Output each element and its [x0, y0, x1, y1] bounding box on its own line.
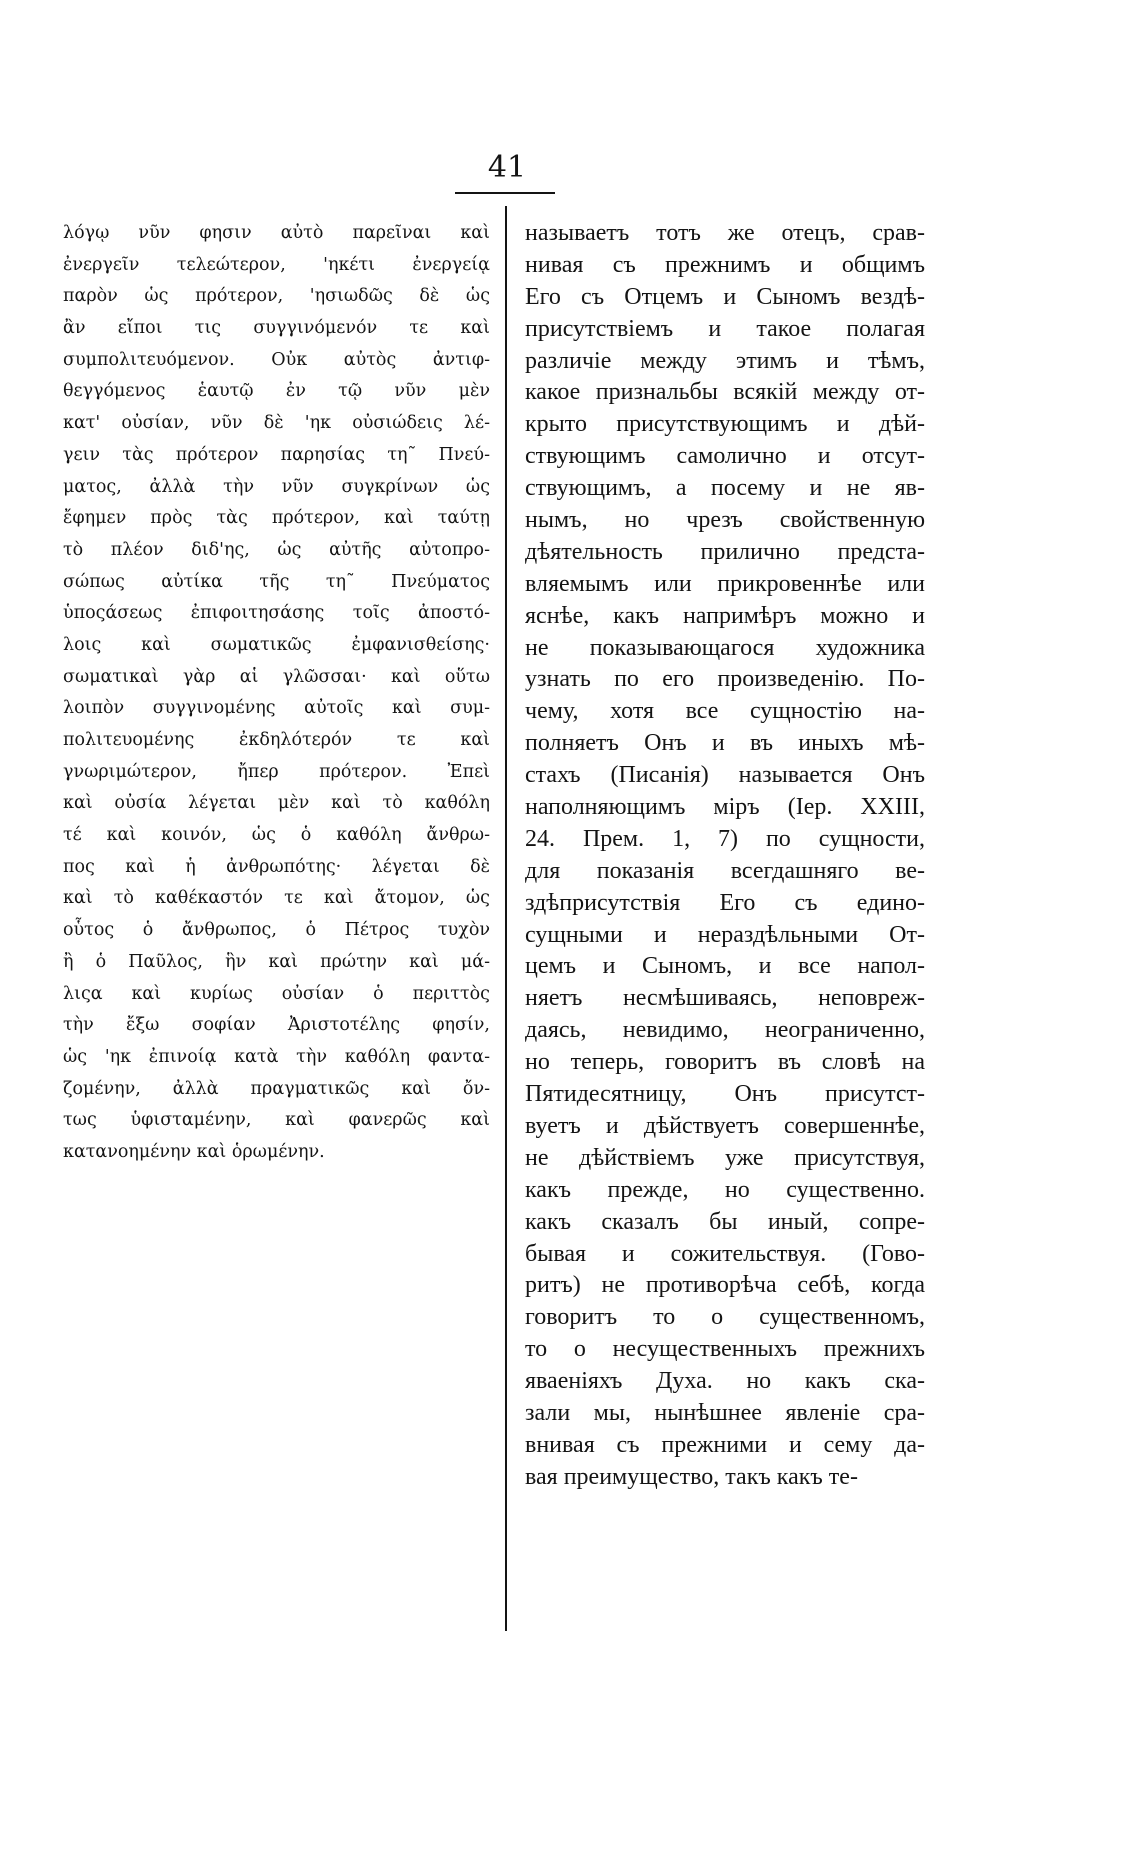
text-line: ствующимъ самолично и отсут- — [525, 443, 925, 470]
text-line: говоритъ то о существенномъ, — [525, 1304, 925, 1331]
right-column-russian-text — [525, 218, 925, 1494]
text-line: ἢ ὁ Παῦλος, ἣν καὶ πρώτην καὶ μά- — [63, 951, 490, 972]
text-line: τως ὑφισταμένην, καὶ φανερῶς καὶ — [63, 1110, 490, 1131]
text-line: какое признальбы всякій между от- — [525, 379, 925, 406]
text-line: для показанія всегдашняго ве- — [525, 857, 925, 884]
text-line: τὸ πλέον διδ'ης, ὡς αὐτῆς αὐτοπρο- — [63, 539, 490, 560]
text-line: σωματικαὶ γὰρ αἱ γλῶσσαι· καὶ οὕτω — [63, 666, 490, 687]
text-line: вуетъ и дѣйствуетъ совершеннѣе, — [525, 1112, 925, 1139]
text-line: γνωριμώτερον, ἤπερ πρότερον. Ἐπεὶ — [63, 761, 490, 782]
text-line: ствующимъ, а посему и не яв- — [525, 475, 925, 502]
text-line: σώπως αὐτίκα τῆς τη῀ Πνεύματος — [63, 571, 490, 592]
text-line: даясь, невидимо, неограниченно, — [525, 1017, 925, 1044]
text-line: нивая съ прежнимъ и общимъ — [525, 251, 925, 278]
text-line: θεγγόμενος ἑαυτῷ ἐν τῷ νῦν μὲν — [63, 381, 490, 402]
text-line: τέ καὶ κοινόν, ὡς ὁ καθόλη ἄνθρω- — [63, 825, 490, 846]
text-line: ἂν εἴποι τις συγγινόμενόν τε καὶ — [63, 318, 490, 339]
page-number-rule — [455, 192, 555, 194]
text-line: зали мы, нынѣшнее явленіе сра- — [525, 1399, 925, 1426]
text-line: γειν τὰς πρότερον παρησίας τη῀ Πνεύ- — [63, 444, 490, 465]
text-line: Пятидесятницу, Онъ присутст- — [525, 1081, 925, 1108]
text-line: κατ' οὐσίαν, νῦν δὲ 'ηκ οὐσιώδεις λέ- — [63, 413, 490, 434]
text-line: ματος, ἀλλὰ τὴν νῦν συγκρίνων ὡς — [63, 476, 490, 497]
text-line: ζομένην, ἀλλὰ πραγματικῶς καὶ ὄν- — [63, 1078, 490, 1099]
text-line: бывая и сожительствуя. (Гово- — [525, 1240, 925, 1267]
text-line: присутствіемъ и такое полагая — [525, 315, 925, 342]
column-divider — [505, 206, 507, 1631]
text-line: πολιτευομένης ἐκδηλότερόν τε καὶ — [63, 730, 490, 750]
text-line: παρὸν ὡς πρότερον, 'ησιωδῶς δὲ ὡς — [63, 286, 490, 307]
text-line: наполняющимъ міръ (Іер. XXIII, — [525, 794, 925, 821]
text-line: καὶ τὸ καθέκαστόν τε καὶ ἄτομον, ὡς — [63, 888, 490, 909]
text-line: различіе между этимъ и тѣмъ, — [525, 347, 925, 374]
text-line: узнать по его произведенію. По- — [525, 666, 925, 693]
text-line: συμπολιτευόμενον. Οὐκ αὐτὸς ἀντιφ- — [63, 349, 490, 370]
text-line: ὑποςάσεως ἐπιφοιτησάσης τοῖς ἀποστό- — [63, 603, 490, 624]
text-line: полняетъ Онъ и въ иныхъ мѣ- — [525, 730, 925, 757]
text-line: то о несущественныхъ прежнихъ — [525, 1336, 925, 1363]
text-line: какъ сказалъ бы иный, сопре- — [525, 1208, 925, 1235]
text-line: яснѣе, какъ напримѣръ можно и — [525, 602, 925, 629]
text-line: яваеніяхъ Духа. но какъ ска- — [525, 1368, 925, 1395]
text-line: няетъ несмѣшиваясь, неповреж- — [525, 985, 925, 1012]
text-line: τὴν ἔξω σοφίαν Ἀριστοτέλης φησίν, — [63, 1015, 490, 1036]
page-number: 41 — [487, 150, 527, 185]
text-line: ритъ) не противорѣча себѣ, когда — [525, 1272, 925, 1299]
text-line: нымъ, но чрезъ свойственную — [525, 507, 925, 534]
text-line: λοις καὶ σωματικῶς ἐμφανισθείσης· — [63, 634, 490, 655]
text-line: λιςα καὶ κυρίως οὐσίαν ὁ περιττὸς — [63, 983, 490, 1004]
text-line: цемъ и Сыномъ, и все напол- — [525, 953, 925, 980]
text-line: λόγῳ νῦν φησιν αὐτὸ παρεῖναι καὶ — [63, 223, 490, 243]
text-line: κατανοημένην καὶ ὁρωμένην. — [63, 1141, 325, 1162]
text-line: сущными и нераздѣльными От- — [525, 921, 925, 948]
text-line: называетъ тотъ же отецъ, срав- — [525, 220, 925, 246]
text-line: внивая съ прежними и сему да- — [525, 1431, 925, 1458]
text-line: 24. Прем. 1, 7) по сущности, — [525, 825, 925, 852]
text-line: вляемымъ или прикровеннѣе или — [525, 570, 925, 597]
text-line: чему, хотя все сущностію на- — [525, 698, 925, 725]
text-line: здѣприсутствія Его съ едино- — [525, 889, 925, 916]
text-line: стахъ (Писанія) называется Онъ — [525, 762, 925, 789]
text-line: какъ прежде, но существенно. — [525, 1176, 925, 1203]
text-line: вая преимущество, такъ какъ те- — [525, 1463, 858, 1490]
text-line: крыто присутствующимъ и дѣй- — [525, 411, 925, 438]
text-line: не дѣйствіемъ уже присутствуя, — [525, 1144, 925, 1171]
text-line: οὗτος ὁ ἄνθρωπος, ὁ Πέτρος τυχὸν — [63, 920, 490, 941]
text-line: ὡς 'ηκ ἐπινοίᾳ κατὰ τὴν καθόλη φαντα- — [63, 1046, 490, 1067]
text-line: но теперь, говоритъ въ словѣ на — [525, 1049, 925, 1076]
text-line: дѣятельность прилично предста- — [525, 538, 925, 565]
text-line: не показывающагося художника — [525, 634, 925, 661]
text-line: λοιπὸν συγγινομένης αὐτοῖς καὶ συμ- — [63, 698, 490, 719]
text-line: ἐνεργεῖν τελεώτερον, 'ηκέτι ἐνεργείᾳ — [63, 254, 490, 275]
text-line: πος καὶ ἡ ἀνθρωπότης· λέγεται δὲ — [63, 856, 490, 877]
text-line: Его съ Отцемъ и Сыномъ вездѣ- — [525, 283, 925, 310]
text-line: ἔφημεν πρὸς τὰς πρότερον, καὶ ταύτῃ — [63, 508, 490, 529]
left-column-greek-text — [63, 218, 490, 1169]
text-line: καὶ οὐσία λέγεται μὲν καὶ τὸ καθόλη — [63, 793, 490, 814]
